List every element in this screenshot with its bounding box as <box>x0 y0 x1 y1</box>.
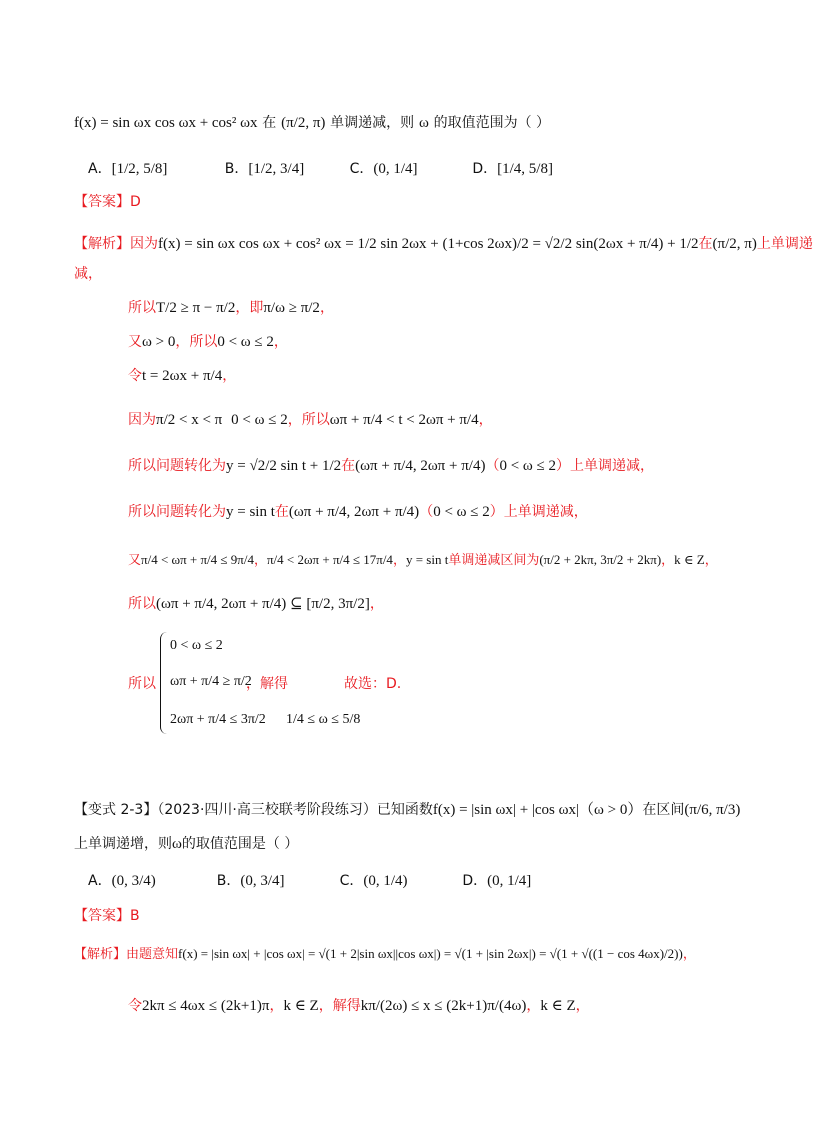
q2-text-a: 在区间 <box>642 802 685 818</box>
q1-answer-value: D <box>130 194 141 210</box>
q1-stem-text3: 的取值范围为（ ） <box>433 115 551 131</box>
system-brace <box>160 632 167 734</box>
q1-stem <box>74 112 550 133</box>
q1-l1-text2: 在 <box>698 236 713 252</box>
q1-result: 1/4 ≤ ω ≤ 5/8 <box>286 712 361 727</box>
q1-answer-label: 【答案】 <box>74 194 130 210</box>
q2-options <box>88 870 531 891</box>
q2-analysis-line1: 【解析】由题意知f(x) = |sin ωx| + |cos ωx| = √(1 + 2|sin ωx||cos ωx|) = √(1 + |sin 2ωx|) = √(1 + √((1 − cos 4ωx)/2))， <box>74 946 696 962</box>
q2-option-d[interactable]: D．(0, 1/4] <box>462 873 532 889</box>
q2-tag: 【变式 2-3】 <box>74 802 158 818</box>
q1-l1b: 减， <box>74 266 102 282</box>
q2-source: （2023·四川·高三校联考阶段练习）已知函数 <box>157 802 433 818</box>
q1-option-b[interactable]: B．[1/2, 3/4] <box>224 161 305 177</box>
q1-analysis-line9: 所以(ωπ + π/4, 2ωπ + π/4) ⊆ [π/2, 3π/2]， <box>128 596 384 612</box>
q2-func: f(x) = |sin ωx| + |cos ωx| <box>432 802 580 818</box>
q2-option-a[interactable]: A．(0, 3/4) <box>88 873 156 889</box>
q1-analysis-line2: 所以T/2 ≥ π − π/2，即π/ω ≥ π/2， <box>128 300 334 316</box>
q1-stem-math: f(x) = sin ωx cos ωx + cos² ωx <box>74 115 258 131</box>
q2-option-c[interactable]: C．(0, 1/4) <box>339 873 408 889</box>
q2-option-b[interactable]: B．(0, 3/4] <box>216 873 285 889</box>
q1-option-c[interactable]: C．(0, 1/4] <box>349 161 418 177</box>
q1-analysis-line10-label: 所以 <box>128 676 156 692</box>
system-row-3: 2ωπ + π/4 ≤ 3π/2 <box>170 712 266 727</box>
q1-omega: ω <box>418 115 429 131</box>
q1-option-a[interactable]: A．[1/2, 5/8] <box>88 161 168 177</box>
q1-analysis-line7: 所以问题转化为y = sin t在(ωπ + π/4, 2ωπ + π/4)（0 < ω ≤ 2）上单调递减， <box>128 504 588 520</box>
q1-conclusion: 故选：D. <box>344 676 402 692</box>
q1-options <box>88 158 553 179</box>
q1-option-d[interactable]: D．[1/4, 5/8] <box>472 161 553 177</box>
q1-answer <box>74 192 141 212</box>
q1-l1-text3: 上单调递 <box>756 236 813 252</box>
q1-l1-interval: (π/2, π) <box>712 236 757 252</box>
q1-analysis-line1 <box>74 234 813 254</box>
system-row-2: ωπ + π/4 ≥ π/2 <box>170 674 252 689</box>
q2-interval: (π/6, π/3) <box>684 802 741 818</box>
q2-answer: 【答案】B <box>74 908 140 924</box>
q1-analysis-line8: 又π/4 < ωπ + π/4 ≤ 9π/4，π/4 < 2ωπ + π/4 ≤ 17π/4，y = sin t单调递减区间为(π/2 + 2kπ, 3π/2 + 2kπ)，k ∈ Z， <box>128 552 718 568</box>
system-row-1: 0 < ω ≤ 2 <box>170 638 223 653</box>
q1-analysis-line3: 又ω > 0，所以0 < ω ≤ 2， <box>128 334 288 350</box>
q2-analysis-line2: 令2kπ ≤ 4ωx ≤ (2k+1)π，k ∈ Z，解得kπ/(2ω) ≤ x ≤ (2k+1)π/(4ω)，k ∈ Z， <box>128 998 590 1014</box>
q1-analysis-label: 【解析】 <box>74 236 130 252</box>
q2-cond: （ω > 0） <box>579 802 643 818</box>
q1-analysis-line1b <box>74 264 102 284</box>
q1-analysis-line5: 因为π/2 < x < π 0 < ω ≤ 2，所以ωπ + π/4 < t < 2ωπ + π/4， <box>128 412 493 428</box>
q1-interval: (π/2, π) <box>281 115 326 131</box>
q1-analysis-line6: 所以问题转化为y = √2/2 sin t + 1/2在(ωπ + π/4, 2ωπ + π/4)（0 < ω ≤ 2）上单调递减， <box>128 458 655 474</box>
q2-stem <box>74 800 740 820</box>
q1-stem-text1: 在 <box>262 115 277 131</box>
q1-l1-text: 因为 <box>130 236 158 252</box>
q1-l1-math: f(x) = sin ωx cos ωx + cos² ωx = 1/2 sin 2ωx + (1+cos 2ωx)/2 = √2/2 sin(2ωx + π/4) + 1/2 <box>158 236 699 252</box>
q1-analysis-line10-solve: ，解得 <box>246 676 288 692</box>
q2-stem-line2: 上单调递增，则ω的取值范围是（ ） <box>74 836 299 852</box>
q1-analysis-line4: 令t = 2ωx + π/4， <box>128 368 237 384</box>
q1-stem-text2: 单调递减，则 <box>330 115 415 131</box>
